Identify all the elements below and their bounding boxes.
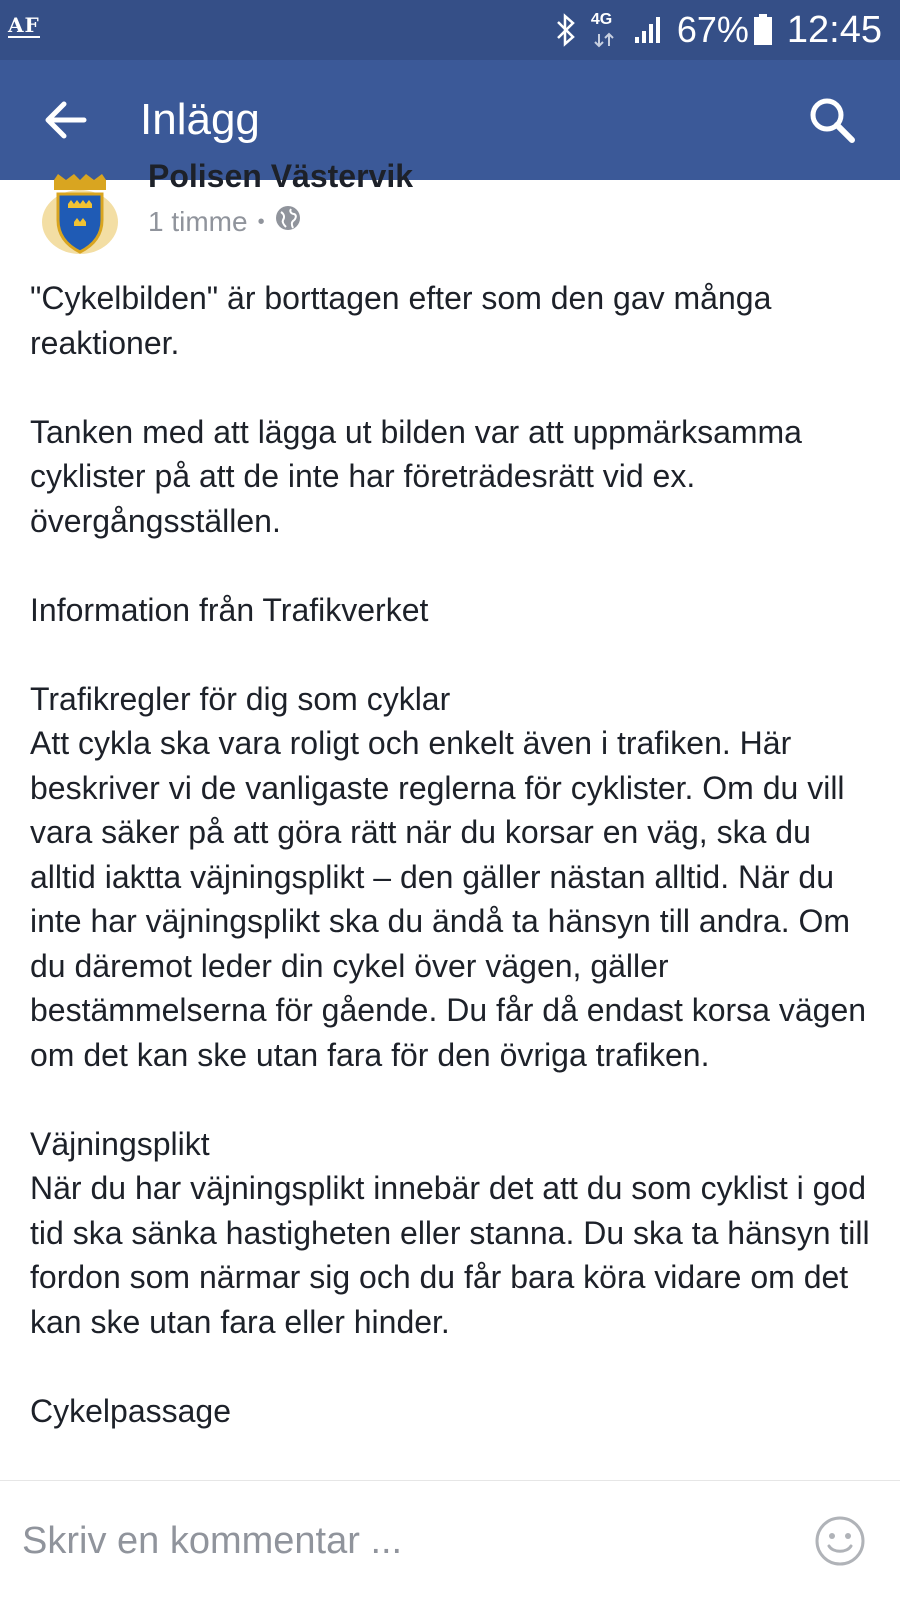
- smiley-icon: [814, 1554, 866, 1571]
- post-header: [0, 158, 900, 260]
- post-time[interactable]: 1 timme: [148, 206, 248, 237]
- post-paragraph: Trafikregler för dig som cyklar Att cykla ska vara roligt och enkelt även i trafiken. Här beskriver vi de vanligaste reglerna för cyklister. Om du vill vara säker på att göra rätt när du korsar en väg, ska du alltid iaktta väjningsplikt – den gäller nästan alltid. När du inte har väjningsplikt ska du ändå ta hänsyn till andra. Om du däremot leder din cykel över vägen, gäller bestämmelserna för gående. Du får då endast korsa vägen om det kan ske utan fara för den övriga trafiken.: [30, 680, 867, 1073]
- network-4g-icon: 4G: [591, 10, 619, 50]
- carrier-logo: AF: [8, 13, 40, 37]
- author-name[interactable]: Polisen Västervik: [148, 158, 414, 194]
- post-paragraph: Information från Trafikverket: [30, 591, 429, 628]
- battery-percent: 67%: [676, 9, 749, 50]
- clock: 12:45: [786, 8, 882, 51]
- post-paragraph: Cykelpassage: [30, 1392, 231, 1429]
- bluetooth-icon: [555, 13, 577, 47]
- signal-icon: [633, 15, 663, 45]
- post-body: [30, 276, 880, 1480]
- arrow-left-icon: [40, 133, 92, 150]
- status-bar: [0, 0, 900, 60]
- post-paragraph: "Cykelbilden" är borttagen efter som den gav många reaktioner.: [30, 280, 772, 361]
- police-emblem-icon: [40, 243, 120, 260]
- emoji-button[interactable]: [814, 1515, 866, 1567]
- status-icons: [555, 8, 882, 52]
- post-paragraph: Tanken med att lägga ut bilden var att uppmärksamma cyklister på att de inte har företrädesrätt vid ex. övergångsställen.: [30, 413, 802, 539]
- back-button[interactable]: [40, 94, 92, 146]
- avatar[interactable]: [40, 180, 120, 256]
- globe-icon: [275, 204, 301, 240]
- page-title: Inlägg: [140, 95, 260, 144]
- meta-separator: •: [257, 211, 265, 233]
- post-paragraph: Väjningsplikt När du har väjningsplikt innebär det att du som cyklist i god tid ska sänka hastigheten eller stanna. Du ska ta hänsyn till fordon som närmar sig och du får bara köra vidare om det kan ske utan fara eller hinder.: [30, 1125, 870, 1340]
- search-icon: [808, 131, 856, 148]
- battery-icon: [753, 14, 773, 46]
- comment-input[interactable]: [20, 1515, 760, 1567]
- search-button[interactable]: [808, 96, 856, 144]
- comment-bar: [0, 1480, 900, 1600]
- post-meta: [148, 204, 301, 240]
- app-bar: [0, 60, 900, 180]
